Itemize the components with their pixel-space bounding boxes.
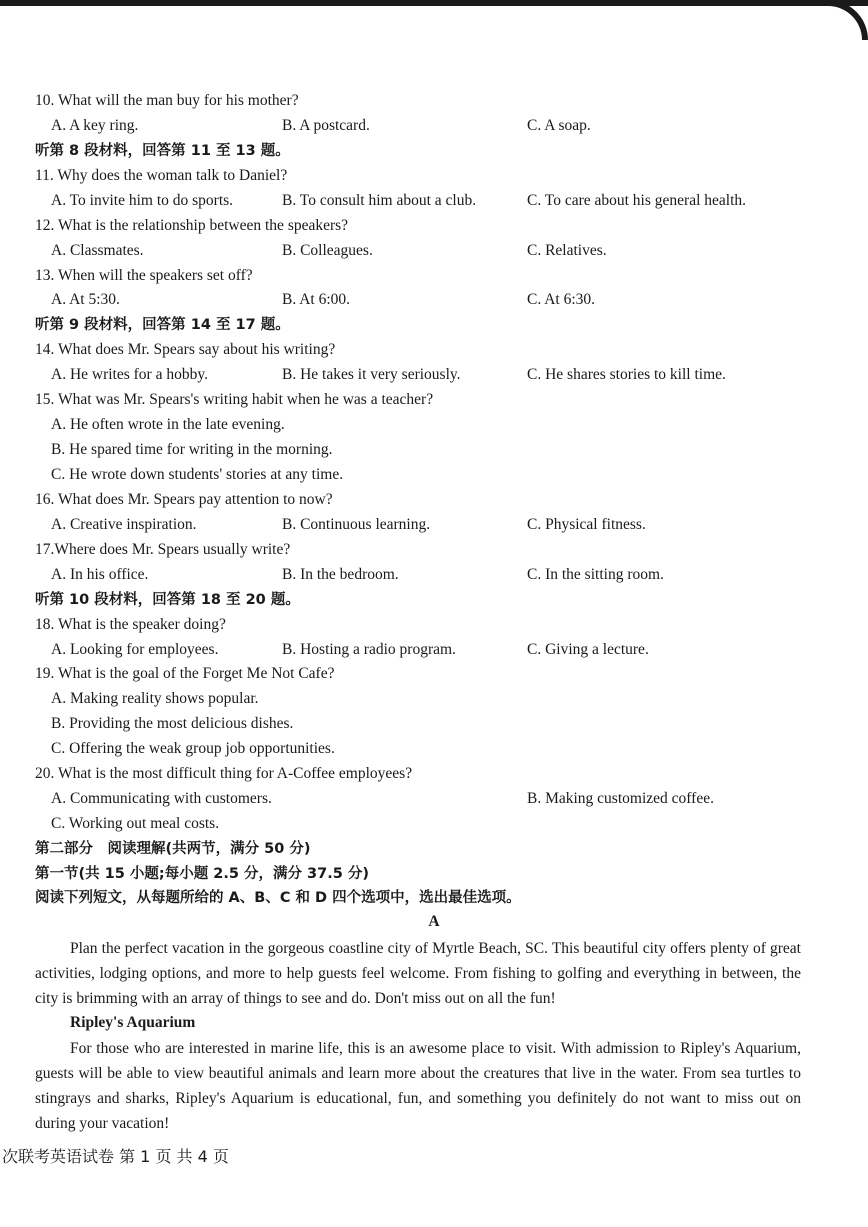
section-9-heading: 听第 9 段材料，回答第 14 至 17 题。 (35, 317, 290, 333)
q14-option-a: A. He writes for a hobby. (51, 366, 208, 383)
question-14: 14. What does Mr. Spears say about his writing? (35, 341, 336, 358)
passage-subheading: Ripley's Aquarium (70, 1014, 196, 1031)
q17-option-b: B. In the bedroom. (282, 566, 399, 583)
question-13: 13. When will the speakers set off? (35, 267, 253, 284)
section-10-heading: 听第 10 段材料，回答第 18 至 20 题。 (35, 592, 300, 608)
q14-option-b: B. He takes it very seriously. (282, 366, 461, 383)
q20-option-b: B. Making customized coffee. (527, 790, 714, 807)
passage-paragraph-1: Plan the perfect vacation in the gorgeous coastline city of Myrtle Beach, SC. This beautiful city offers plenty of great activities, lodging options, and more to help guests feel welcome. From fishing to golfing and everything in between, the city is brimming with an array of things to see and do. Don't miss out on all the fun! (35, 940, 801, 1007)
q16-option-a: A. Creative inspiration. (51, 516, 197, 533)
q11-option-c: C. To care about his general health. (527, 192, 746, 209)
q17-option-a: A. In his office. (51, 566, 149, 583)
q10-option-a: A. A key ring. (51, 117, 139, 134)
q12-option-b: B. Colleagues. (282, 242, 373, 259)
q15-option-b: B. He spared time for writing in the morning. (51, 441, 333, 458)
page-footer: 次联考英语试卷 第 1 页 共 4 页 (2, 1147, 229, 1166)
q10-option-b: B. A postcard. (282, 117, 370, 134)
q15-option-a: A. He often wrote in the late evening. (51, 416, 285, 433)
passage-label: A (428, 913, 440, 930)
q18-option-a: A. Looking for employees. (51, 641, 219, 658)
q13-option-c: C. At 6:30. (527, 291, 596, 308)
q16-option-c: C. Physical fitness. (527, 516, 646, 533)
question-17: 17.Where does Mr. Spears usually write? (35, 541, 291, 558)
question-10: 10. What will the man buy for his mother? (35, 92, 299, 109)
q11-option-b: B. To consult him about a club. (282, 192, 477, 209)
page-corner-curve (808, 0, 868, 40)
passage-paragraph-2: For those who are interested in marine life, this is an awesome place to visit. With admission to Ripley's Aquarium, guests will be able to view beautiful animals and learn more about the creatures that live in the water. From sea turtles to stingrays and sharks, Ripley's Aquarium is educational, fun, and something you definitely do not want to miss out on during your vacation! (35, 1040, 801, 1132)
q12-option-a: A. Classmates. (51, 242, 144, 259)
q19-option-c: C. Offering the weak group job opportunities. (51, 740, 335, 757)
part-2-heading: 第二部分 阅读理解(共两节，满分 50 分) (35, 841, 311, 857)
question-18: 18. What is the speaker doing? (35, 616, 226, 633)
q12-option-c: C. Relatives. (527, 242, 607, 259)
q18-option-b: B. Hosting a radio program. (282, 641, 456, 658)
reading-instructions: 阅读下列短文，从每题所给的 A、B、C 和 D 四个选项中，选出最佳选项。 (35, 890, 521, 906)
q20-option-c: C. Working out meal costs. (51, 815, 220, 832)
section-8-heading: 听第 8 段材料，回答第 11 至 13 题。 (35, 143, 290, 159)
q10-option-c: C. A soap. (527, 117, 591, 134)
question-16: 16. What does Mr. Spears pay attention to now? (35, 491, 333, 508)
q17-option-c: C. In the sitting room. (527, 566, 664, 583)
q11-option-a: A. To invite him to do sports. (51, 192, 234, 209)
part-2-section-1-heading: 第一节(共 15 小题;每小题 2.5 分，满分 37.5 分) (35, 866, 369, 882)
q13-option-b: B. At 6:00. (282, 291, 351, 308)
question-19: 19. What is the goal of the Forget Me Not Cafe? (35, 665, 335, 682)
page-edge-line (0, 0, 868, 6)
q20-option-a: A. Communicating with customers. (51, 790, 272, 807)
question-11: 11. Why does the woman talk to Daniel? (35, 167, 288, 184)
q19-option-a: A. Making reality shows popular. (51, 690, 259, 707)
q14-option-c: C. He shares stories to kill time. (527, 366, 726, 383)
q18-option-c: C. Giving a lecture. (527, 641, 649, 658)
q15-option-c: C. He wrote down students' stories at any time. (51, 466, 344, 483)
q19-option-b: B. Providing the most delicious dishes. (51, 715, 294, 732)
q13-option-a: A. At 5:30. (51, 291, 120, 308)
question-20: 20. What is the most difficult thing for A-Coffee employees? (35, 765, 413, 782)
question-12: 12. What is the relationship between the speakers? (35, 217, 349, 234)
q16-option-b: B. Continuous learning. (282, 516, 431, 533)
question-15: 15. What was Mr. Spears's writing habit when he was a teacher? (35, 391, 434, 408)
